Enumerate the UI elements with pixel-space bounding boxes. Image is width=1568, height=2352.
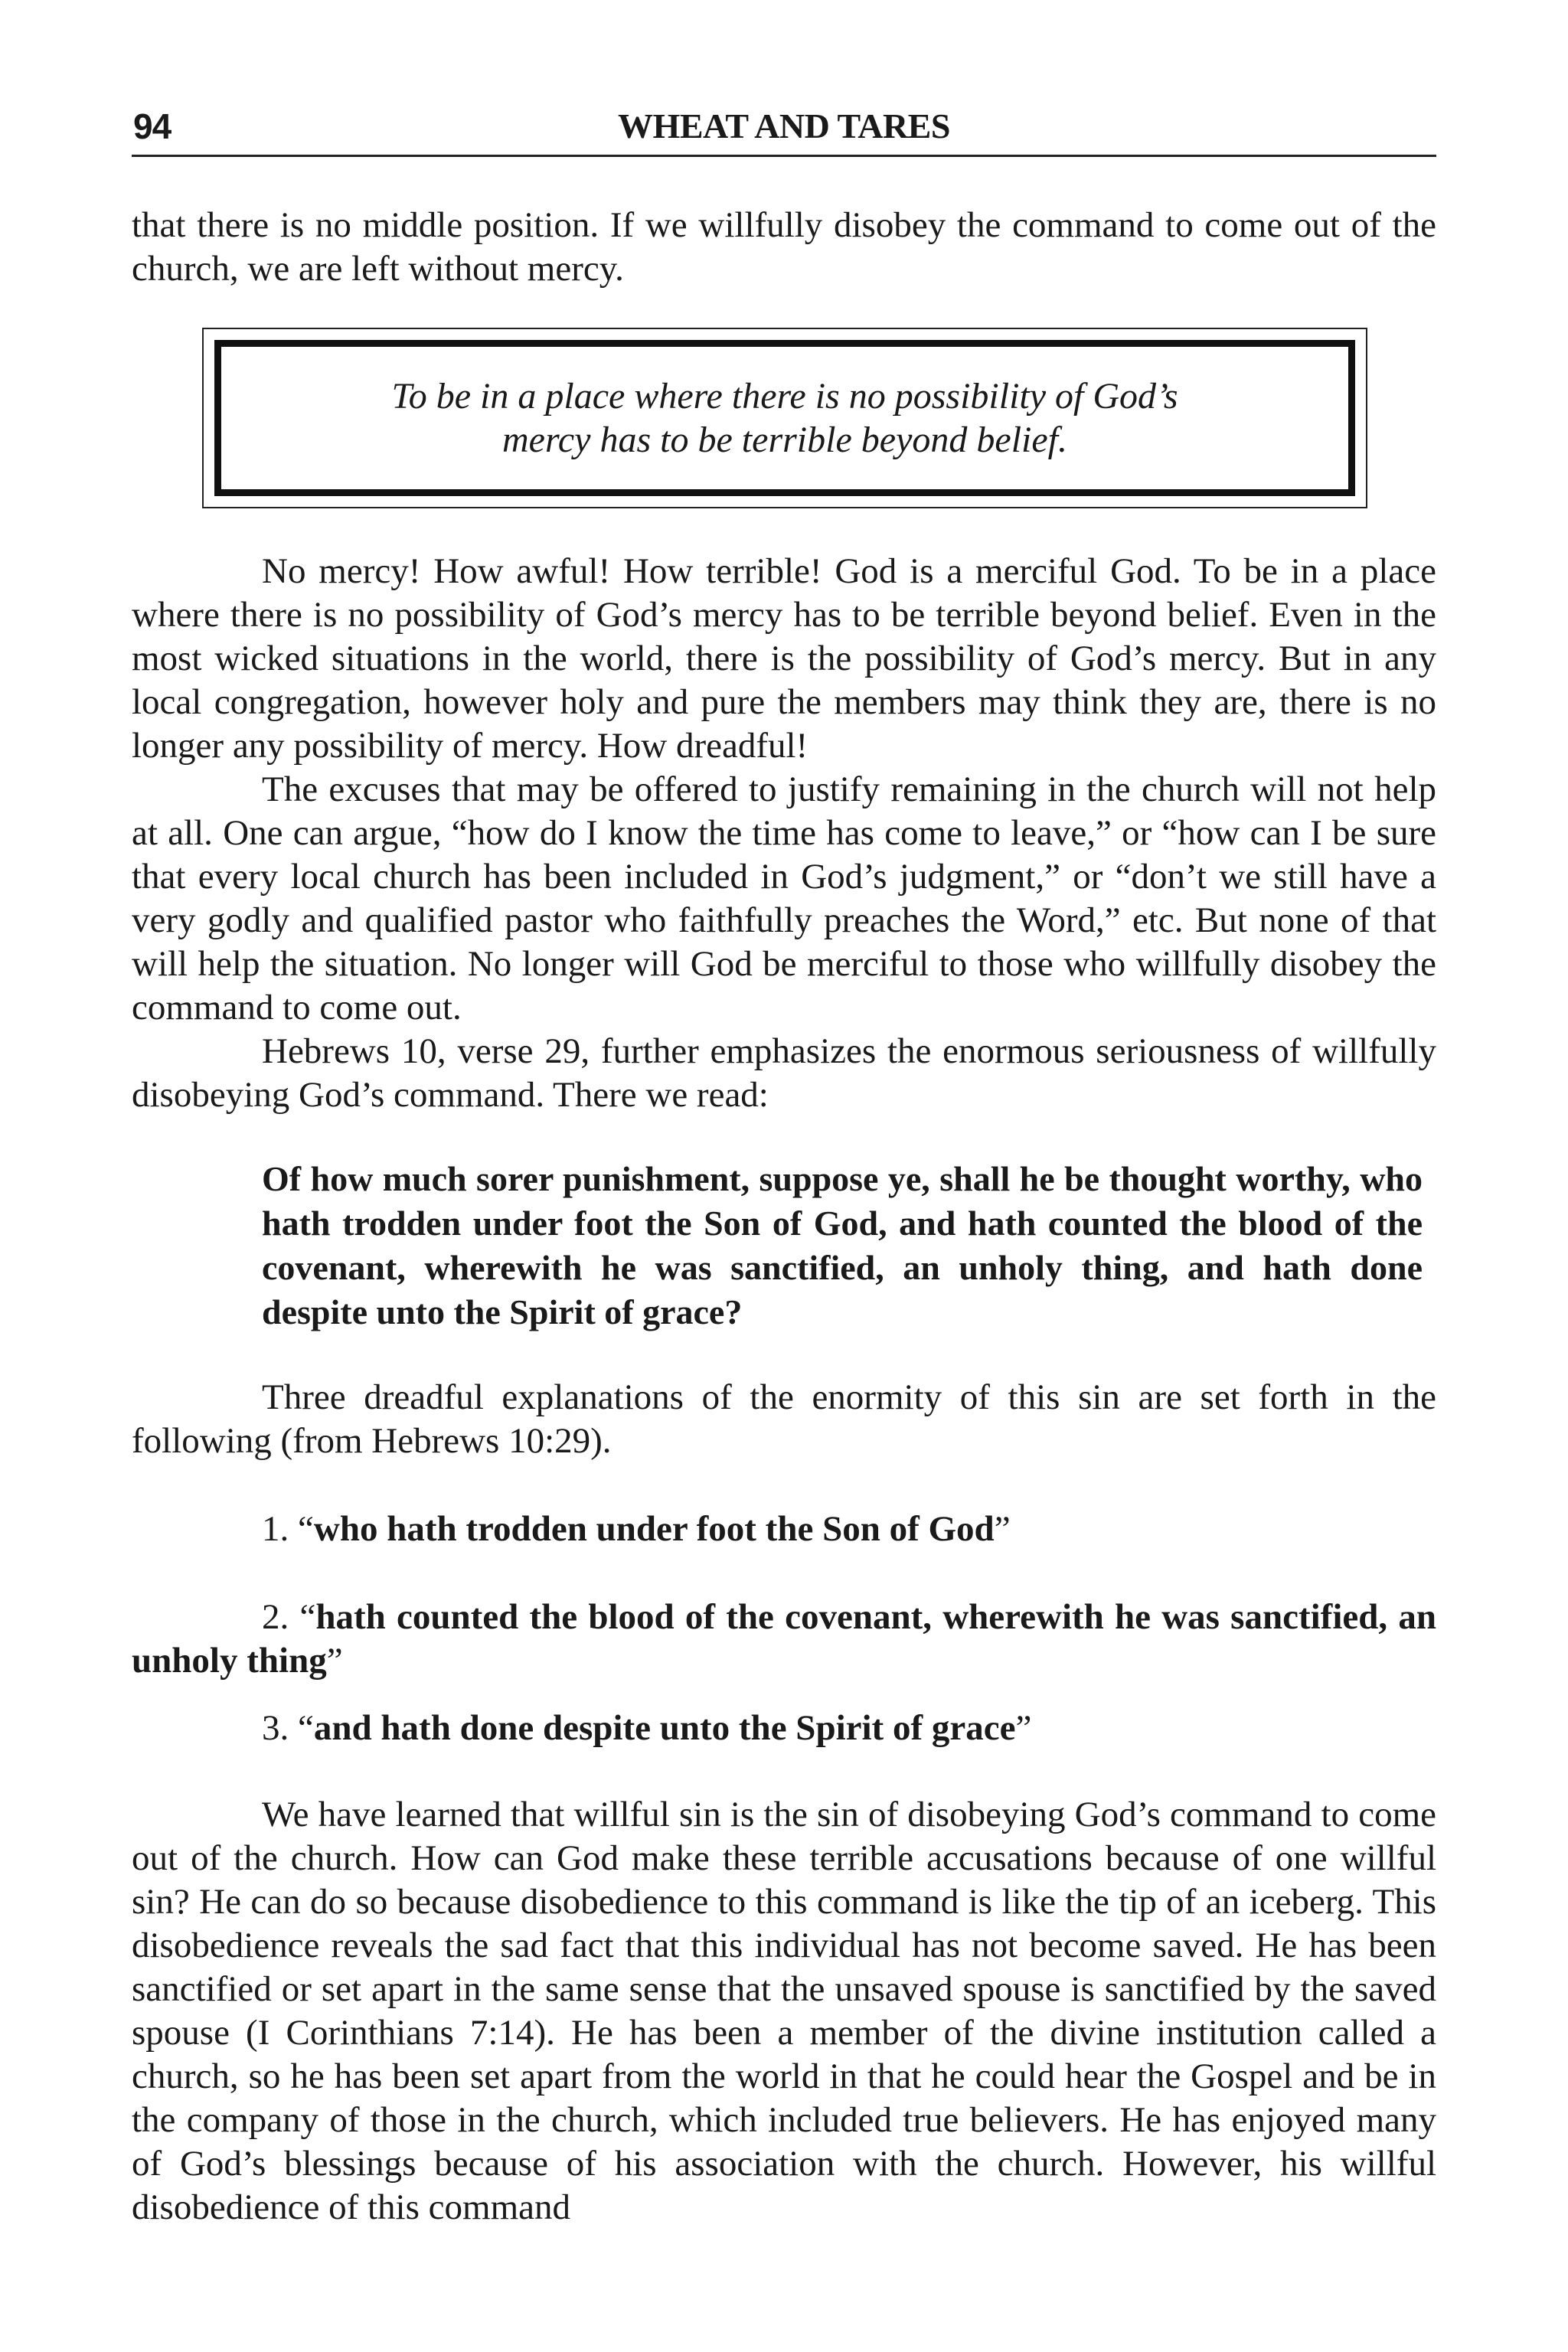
pull-quote-frame (214, 340, 1355, 496)
paragraph-no-mercy (132, 550, 1436, 768)
list-number: 3. “ (262, 1708, 314, 1748)
list-close-quote: ” (326, 1641, 343, 1681)
list-close-quote: ” (1015, 1708, 1032, 1748)
book-title: WHEAT AND TARES (618, 106, 950, 145)
paragraph-excuses (132, 768, 1436, 1030)
list-text: and hath done despite unto the Spirit of grace (313, 1708, 1016, 1748)
paragraph-text: Hebrews 10, verse 29, further emphasizes the enormous seriousness of willfully disobeying God’s command. There we read: (132, 1031, 1436, 1115)
continued-paragraph (132, 204, 1436, 291)
list-number: 1. “ (262, 1509, 314, 1549)
scripture-quote: Of how much sorer punishment, suppose ye, shall he be thought worthy, who hath trodden under foot the Son of God, and hath counted the blood of the covenant, wherewith he was sanctified, an unholy thing, and hath done despite unto the Spirit of grace? (262, 1159, 1423, 1331)
paragraph-willful-sin (132, 1793, 1436, 2230)
paragraph-text: that there is no middle position. If we willfully disobey the command to come out of the church, we are left without mercy. (132, 205, 1436, 289)
list-text: who hath trodden under foot the Son of God (313, 1509, 995, 1549)
paragraph-text: Three dreadful explanations of the enormity of this sin are set forth in the following (from Hebrews 10:29). (132, 1377, 1436, 1461)
pull-quote-line-2: mercy has to be terrible beyond belief. (502, 420, 1067, 460)
page-number: 94 (133, 106, 172, 146)
list-number: 2. “ (262, 1597, 316, 1637)
list-item-3 (132, 1707, 1436, 1750)
paragraph-text: The excuses that may be offered to justify remaining in the church will not help at all. One can argue, “how do I know the time has come to leave,” or “how can I be sure that every local church has been included in God’s judgment,” or “don’t we still have a very godly and qualified pastor who faithfully preaches the Word,” etc. But none of that will help the situation. No longer will God be merciful to those who willfully disobey the command to come out. (132, 769, 1436, 1027)
running-header (132, 98, 1436, 157)
paragraph-hebrews (132, 1030, 1436, 1117)
pull-quote-box (202, 328, 1367, 508)
paragraph-text: We have learned that willful sin is the sin of disobeying God’s command to come out of the church. How can God make these terrible accusations because of one willful sin? He can do so because disobedience to this command is like the tip of an iceberg. This disobedience reveals the sad fact that this individual has not become saved. He has been sanctified or set apart in the same sense that the unsaved spouse is sanctified by the saved spouse (I Corinthians 7:14). He has been a member of the divine institution called a church, so he has been set apart from the world in that he could hear the Gospel and be in the company of those in the church, which included true believers. He has enjoyed many of God’s blessings because of his association with the church. However, his willful disobedience of this command (132, 1795, 1436, 2227)
pull-quote-line-1: To be in a place where there is no possibility of God’s (391, 376, 1178, 416)
paragraph-text: No mercy! How awful! How terrible! God is a merciful God. To be in a place where there is no possibility of God’s mercy has to be terrible beyond belief. Even in the most wicked situations in the world, there is the possibility of God’s mercy. But in any local congregation, however holy and pure the members may think they are, there is no longer any possibility of mercy. How dreadful! (132, 551, 1436, 766)
list-close-quote: ” (994, 1509, 1011, 1549)
pull-quote-text (325, 374, 1244, 462)
list-item-2 (132, 1596, 1436, 1683)
book-page (132, 0, 1436, 2352)
list-item-1 (132, 1508, 1436, 1551)
paragraph-three-explanations (132, 1376, 1436, 1463)
list-text: hath counted the blood of the covenant, wherewith he was sanctified, an unholy thing (132, 1597, 1436, 1681)
